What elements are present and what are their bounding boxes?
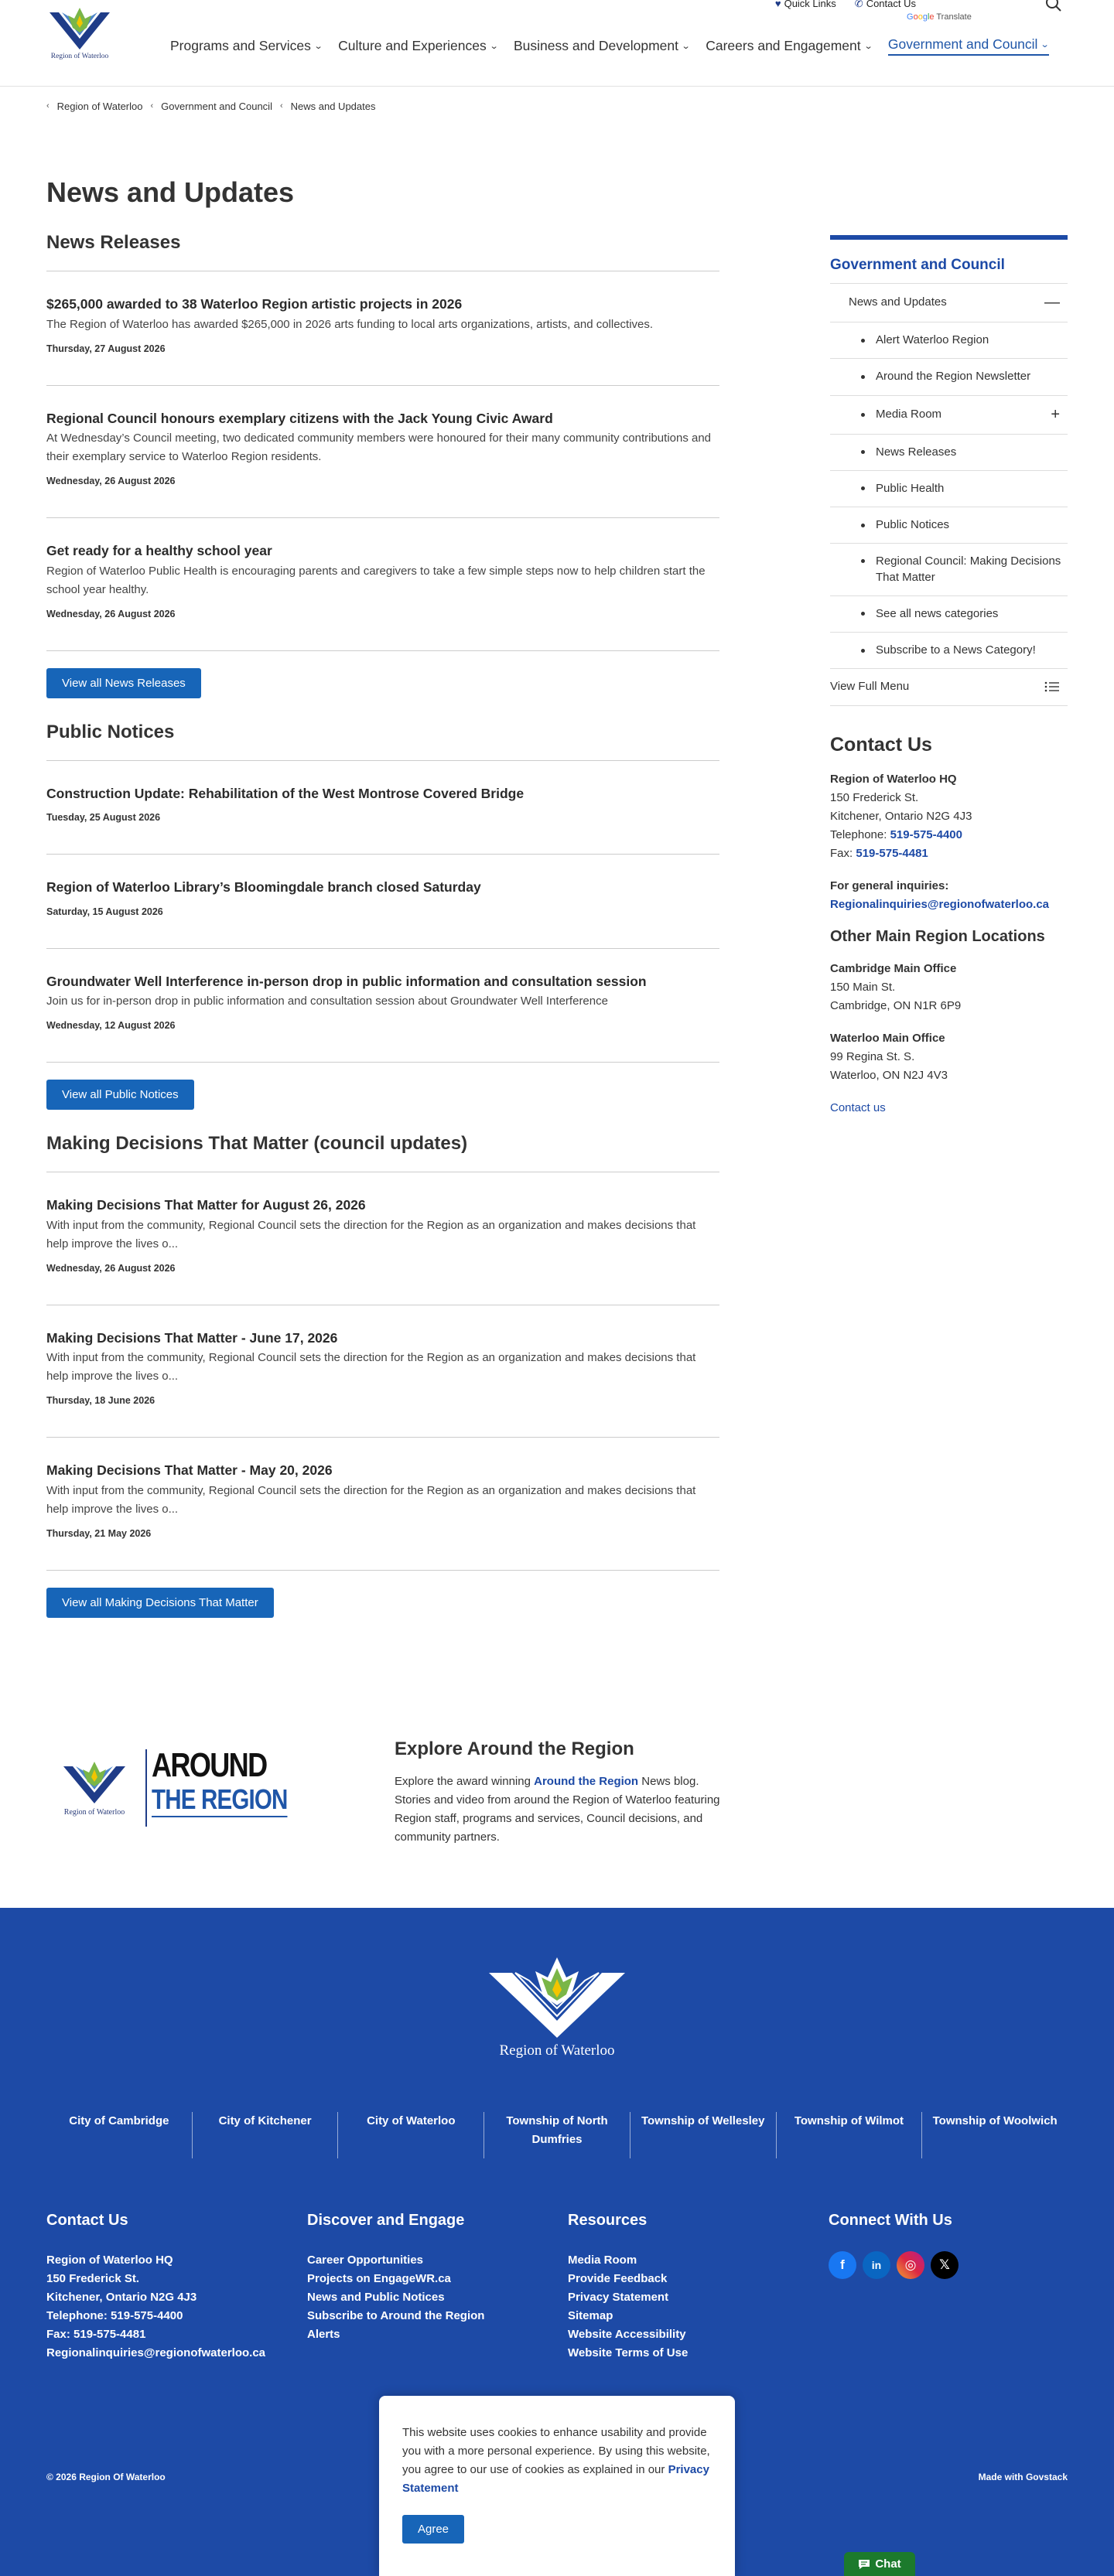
nav-programs-services[interactable] xyxy=(170,36,322,56)
footer-col-title: Connect With Us xyxy=(829,2212,952,2229)
notice-item-date: Saturday, 15 August 2026 xyxy=(46,906,163,917)
google-wordmark xyxy=(907,12,935,22)
waterloo-office-name: Waterloo Main Office xyxy=(830,1031,945,1045)
chevron-down-icon: ⌄ xyxy=(863,42,873,51)
telephone-label: Telephone: xyxy=(830,827,887,841)
footer-columns xyxy=(46,2212,1068,2363)
main-nav xyxy=(170,36,1049,56)
sidebar-item-all-categories[interactable] xyxy=(830,595,1068,632)
sidebar-item-regional-council[interactable] xyxy=(830,543,1068,595)
bullet-icon xyxy=(861,375,865,379)
footer-link[interactable]: Media Room xyxy=(568,2254,637,2267)
footer-contact-line: Region of Waterloo HQ xyxy=(46,2254,173,2267)
region-logo[interactable] xyxy=(46,5,113,60)
sidebar-heading[interactable]: Government and Council xyxy=(830,235,1068,283)
cookie-text xyxy=(402,2424,712,2498)
news-item xyxy=(46,518,719,651)
notice-item-title[interactable]: Region of Waterloo Library’s Bloomingdale branch closed Saturday xyxy=(46,879,481,895)
decision-item xyxy=(46,1172,719,1305)
notice-item-title[interactable]: Groundwater Well Interference in-person drop in public information and consultation session xyxy=(46,973,647,989)
decision-item-title[interactable]: Making Decisions That Matter - June 17, 2026 xyxy=(46,1329,338,1346)
footer-link[interactable]: News and Public Notices xyxy=(307,2291,445,2304)
cambridge-office-city: Cambridge, ON N1R 6P9 xyxy=(830,998,962,1012)
muni-link-waterloo[interactable]: City of Waterloo xyxy=(337,2112,484,2158)
chevron-left-icon: ‹ xyxy=(150,101,154,111)
sidebar-item-label: Alert Waterloo Region xyxy=(876,333,989,346)
google-letter: G xyxy=(907,12,914,22)
footer-link[interactable]: Sitemap xyxy=(568,2309,613,2322)
decision-item-date: Thursday, 21 May 2026 xyxy=(46,1527,152,1539)
cookie-message: This website uses cookies to enhance usability and provide you with a more personal experience. By using this website, you agree to our use of cookies as explained in our xyxy=(402,2426,710,2476)
google-letter: l xyxy=(927,12,930,22)
bullet-icon xyxy=(861,559,865,563)
public-notices-section xyxy=(46,722,719,1134)
general-inquiries-label: For general inquiries: xyxy=(830,879,949,892)
cambridge-office-street: 150 Main St. xyxy=(830,980,896,994)
notice-item xyxy=(46,855,719,949)
sidebar-item-label: Public Notices xyxy=(876,518,950,531)
footer-link[interactable]: Website Terms of Use xyxy=(568,2346,689,2359)
cookie-banner xyxy=(379,2396,735,2576)
breadcrumb-news-updates[interactable]: News and Updates xyxy=(290,101,376,112)
footer-connect xyxy=(829,2212,1061,2363)
breadcrumb-home[interactable]: Region of Waterloo xyxy=(56,101,143,112)
nav-government-council[interactable] xyxy=(888,36,1049,56)
chat-label: Chat xyxy=(875,2557,901,2571)
nav-label: Careers and Engagement xyxy=(706,38,861,53)
sidebar-contact xyxy=(830,734,1068,1117)
municipality-links xyxy=(46,2112,1068,2158)
agree-button[interactable]: Agree xyxy=(402,2515,464,2544)
waterloo-office-street: 99 Regina St. S. xyxy=(830,1049,915,1063)
sidebar-item-label: Subscribe to a News Category! xyxy=(876,643,1036,657)
fax-link[interactable]: 519-575-4481 xyxy=(856,846,928,860)
view-all-public-notices-button[interactable]: View all Public Notices xyxy=(46,1080,194,1110)
footer-email-link[interactable]: Regionalinquiries@regionofwaterloo.ca xyxy=(46,2346,266,2359)
chevron-left-icon: ‹ xyxy=(279,101,283,111)
atr-text-after: News blog. Stories and video from around the Region of Waterloo featuring Region staff, programs and services, Council decisions, and community partners. xyxy=(395,1775,720,1844)
chevron-down-icon: ⌄ xyxy=(489,42,499,51)
notice-item xyxy=(46,949,719,1063)
heart-icon: ♥ xyxy=(774,0,781,9)
atr-description xyxy=(395,1772,727,1847)
google-letter: o xyxy=(918,12,923,22)
bullet-icon xyxy=(861,649,865,653)
footer-link[interactable]: Subscribe to Around the Region xyxy=(307,2309,485,2322)
news-item-summary: Region of Waterloo Public Health is encouraging parents and caregivers to take a few simple steps now to help children start the school year healthy. xyxy=(46,564,706,596)
atr-logo-caption: Region of Waterloo xyxy=(63,1808,125,1817)
nav-careers-engagement[interactable] xyxy=(706,36,872,56)
footer-logo-caption: Region of Waterloo xyxy=(499,2042,615,2059)
muni-link-wilmot[interactable]: Township of Wilmot xyxy=(776,2112,922,2158)
view-full-menu-label: View Full Menu xyxy=(830,680,910,694)
news-item-date: Wednesday, 26 August 2026 xyxy=(46,476,176,486)
sidebar-item-subscribe[interactable] xyxy=(830,632,1068,668)
notice-item-title[interactable]: Construction Update: Rehabilitation of the West Montrose Covered Bridge xyxy=(46,785,525,801)
site-header xyxy=(0,0,1114,87)
nav-culture-experiences[interactable] xyxy=(338,36,497,56)
decision-item-date: Wednesday, 26 August 2026 xyxy=(46,1262,176,1274)
bullet-icon xyxy=(861,339,865,343)
sidebar-item-label: See all news categories xyxy=(876,606,999,620)
footer-link[interactable]: Privacy Statement xyxy=(568,2291,669,2304)
footer-resources xyxy=(568,2212,829,2363)
decision-item-title[interactable]: Making Decisions That Matter - May 20, 2026 xyxy=(46,1462,333,1478)
bullet-icon xyxy=(861,486,865,490)
contact-fax-row xyxy=(830,844,1068,863)
around-the-region-logo[interactable] xyxy=(54,1746,288,1831)
notice-item-summary: Join us for in-person drop in public information and consultation session about Groundwater Well Interference xyxy=(46,995,608,1008)
nav-label: Business and Development xyxy=(513,38,679,53)
footer-col-title: Contact Us xyxy=(46,2212,128,2229)
phone-icon: ✆ xyxy=(854,0,863,9)
contact-street: 150 Frederick St. xyxy=(830,790,919,804)
contact-us-link[interactable] xyxy=(855,0,916,10)
footer-link[interactable]: Provide Feedback xyxy=(568,2272,668,2285)
region-logo-mark xyxy=(46,5,113,51)
social-links xyxy=(829,2251,1061,2279)
breadcrumb xyxy=(46,101,375,112)
footer-telephone-link[interactable]: Telephone: 519-575-4400 xyxy=(46,2309,183,2322)
notice-item xyxy=(46,761,719,855)
google-letter: g xyxy=(922,12,928,22)
footer-discover xyxy=(307,2212,568,2363)
nav-label: Programs and Services xyxy=(170,38,311,53)
decision-item xyxy=(46,1438,719,1571)
email-link[interactable]: Regionalinquiries@regionofwaterloo.ca xyxy=(830,897,1050,911)
linkedin-icon[interactable]: in xyxy=(863,2251,890,2279)
around-the-region-link[interactable]: Around the Region xyxy=(534,1775,639,1788)
footer-contact-line: 150 Frederick St. xyxy=(46,2272,140,2285)
muni-link-kitchener[interactable]: City of Kitchener xyxy=(192,2112,338,2158)
contact-hq: Region of Waterloo HQ xyxy=(830,772,957,786)
atr-text-before: Explore the award winning xyxy=(395,1775,531,1788)
sidebar-item-label: News Releases xyxy=(876,445,957,459)
collapse-icon[interactable]: — xyxy=(1044,294,1060,311)
contact-city: Kitchener, Ontario N2G 4J3 xyxy=(830,809,972,823)
chevron-down-icon: ⌄ xyxy=(681,42,691,51)
footer-col-title: Resources xyxy=(568,2212,648,2229)
sidebar-item-label: News and Updates xyxy=(849,295,947,309)
contact-us-link[interactable]: Contact us xyxy=(830,1100,886,1114)
sidebar-item-label: Media Room xyxy=(876,407,942,421)
decision-item xyxy=(46,1305,719,1438)
view-all-news-releases-button[interactable]: View all News Releases xyxy=(46,668,201,698)
sidebar-item-label: Around the Region Newsletter xyxy=(876,370,1031,384)
sidebar-item-label: Regional Council: Making Decisions That Matter xyxy=(876,554,1061,584)
atr-logo-word-around: AROUND xyxy=(152,1746,267,1784)
muni-link-wellesley[interactable]: Township of Wellesley xyxy=(630,2112,776,2158)
sidebar-item-public-health[interactable] xyxy=(830,470,1068,507)
x-icon[interactable]: 𝕏 xyxy=(931,2251,959,2279)
google-letter: e xyxy=(929,12,935,22)
news-item xyxy=(46,271,719,386)
footer-link[interactable]: Projects on EngageWR.ca xyxy=(307,2272,451,2285)
quick-links-link[interactable] xyxy=(775,0,836,10)
chevron-down-icon: ⌄ xyxy=(313,42,323,51)
list-icon xyxy=(1044,681,1060,693)
fax-label: Fax: xyxy=(830,846,853,860)
spacer xyxy=(830,1015,1068,1029)
sidebar xyxy=(830,235,1068,1117)
muni-link-north-dumfries[interactable]: Township of North Dumfries xyxy=(484,2112,630,2158)
waterloo-office-city: Waterloo, ON N2J 4V3 xyxy=(830,1068,948,1082)
chat-icon xyxy=(858,2559,870,2570)
atr-logo-word-region: THE REGION xyxy=(152,1783,287,1817)
news-item-title[interactable]: $265,000 awarded to 38 Waterloo Region artistic projects in 2026 xyxy=(46,296,463,312)
sidebar-item-public-notices[interactable] xyxy=(830,507,1068,543)
instagram-icon[interactable]: ◎ xyxy=(897,2251,924,2279)
footer-link[interactable]: Website Accessibility xyxy=(568,2328,686,2341)
sidebar-item-news-releases[interactable] xyxy=(830,434,1068,470)
decision-item-summary: With input from the community, Regional Council sets the direction for the Region as an organization and makes decisions that help improve the lives o... xyxy=(46,1218,696,1250)
decision-item-date: Thursday, 18 June 2026 xyxy=(46,1395,155,1406)
bullet-icon xyxy=(861,524,865,527)
news-releases-section xyxy=(46,232,719,722)
decision-item-summary: With input from the community, Regional Council sets the direction for the Region as an organization and makes decisions that help improve the lives o... xyxy=(46,1483,696,1516)
expand-icon[interactable]: + xyxy=(1051,405,1060,423)
utility-links xyxy=(775,0,916,10)
around-the-region-promo xyxy=(46,1738,1068,1870)
bullet-icon xyxy=(861,612,865,616)
sidebar-item-alert-waterloo[interactable] xyxy=(830,322,1068,358)
other-locations-title: Other Main Region Locations xyxy=(830,927,1045,945)
sidebar-item-newsletter[interactable] xyxy=(830,358,1068,394)
around-the-region-text xyxy=(395,1738,727,1847)
muni-link-cambridge[interactable]: City of Cambridge xyxy=(69,2114,169,2127)
news-item-title[interactable]: Get ready for a healthy school year xyxy=(46,543,272,558)
atr-title: Explore Around the Region xyxy=(395,1738,634,1759)
copyright: © 2026 Region Of Waterloo xyxy=(46,2472,166,2482)
footer-logo[interactable] xyxy=(486,1954,628,2059)
cambridge-office-name: Cambridge Main Office xyxy=(830,961,957,975)
footer-link[interactable]: Career Opportunities xyxy=(307,2254,424,2267)
news-item-date: Thursday, 27 August 2026 xyxy=(46,343,166,354)
notice-item-date: Wednesday, 12 August 2026 xyxy=(46,1020,176,1031)
notice-item-date: Tuesday, 25 August 2026 xyxy=(46,812,161,823)
decision-item-title[interactable]: Making Decisions That Matter for August 26, 2026 xyxy=(46,1197,366,1213)
privacy-statement-link[interactable]: Privacy Statement xyxy=(402,2463,709,2495)
news-item xyxy=(46,386,719,519)
section-title: Public Notices xyxy=(46,722,719,761)
chevron-down-icon: ⌄ xyxy=(1041,40,1051,49)
contact-telephone-row xyxy=(830,826,1068,844)
footer-contact-line: Kitchener, Ontario N2G 4J3 xyxy=(46,2291,197,2304)
page-title: News and Updates xyxy=(46,176,295,208)
footer-link[interactable]: Alerts xyxy=(307,2328,340,2341)
news-item-summary: At Wednesday’s Council meeting, two dedicated community members were honoured for their many community contributions and their exemplary service to Waterloo Region residents. xyxy=(46,432,712,463)
sidebar-item-media-room[interactable] xyxy=(830,395,1068,434)
decision-item-summary: With input from the community, Regional Council sets the direction for the Region as an organization and makes decisions that help improve the lives o... xyxy=(46,1351,696,1383)
footer-contact-line: Fax: 519-575-4481 xyxy=(46,2328,146,2341)
chevron-left-icon: ‹ xyxy=(46,101,50,111)
bullet-icon xyxy=(861,450,865,454)
contact-us-label: Contact Us xyxy=(866,0,916,9)
quick-links-label: Quick Links xyxy=(784,0,836,9)
news-item-title[interactable]: Regional Council honours exemplary citizens with the Jack Young Civic Award xyxy=(46,410,553,426)
bullet-icon xyxy=(861,413,865,417)
nav-label: Culture and Experiences xyxy=(338,38,487,53)
sidebar-item-news-updates[interactable] xyxy=(830,283,1068,322)
chat-button[interactable] xyxy=(844,2552,915,2576)
breadcrumb-government-council[interactable]: Government and Council xyxy=(161,101,272,112)
decisions-section xyxy=(46,1133,719,1641)
main-content xyxy=(46,176,719,1641)
nav-label: Government and Council xyxy=(887,36,1038,52)
footer-col-title: Discover and Engage xyxy=(307,2212,465,2229)
sidebar-item-label: Public Health xyxy=(876,481,945,495)
section-title: News Releases xyxy=(46,232,719,271)
view-all-decisions-button[interactable]: View all Making Decisions That Matter xyxy=(46,1588,274,1618)
news-item-summary: The Region of Waterloo has awarded $265,000 in 2026 arts funding to local arts organizations, artists, and collectives. xyxy=(46,317,654,331)
section-title: Making Decisions That Matter (council updates) xyxy=(46,1133,719,1172)
google-translate[interactable] xyxy=(907,12,972,22)
google-letter: o xyxy=(913,12,918,22)
footer-logo-mark xyxy=(486,1954,628,2039)
telephone-link[interactable]: 519-575-4400 xyxy=(890,827,962,841)
contact-title: Contact Us xyxy=(830,733,932,756)
footer-contact xyxy=(46,2212,307,2363)
facebook-icon[interactable]: f xyxy=(829,2251,856,2279)
search-icon[interactable] xyxy=(1045,0,1062,12)
translate-label: Translate xyxy=(936,12,972,22)
view-full-menu-button[interactable] xyxy=(830,668,1068,705)
made-with-govstack-link[interactable]: Made with Govstack xyxy=(978,2472,1068,2482)
spacer xyxy=(830,1085,1068,1099)
muni-link-woolwich[interactable]: Township of Woolwich xyxy=(921,2112,1068,2158)
news-item-date: Wednesday, 26 August 2026 xyxy=(46,608,176,619)
nav-business-development[interactable] xyxy=(514,36,689,56)
logo-caption: Region of Waterloo xyxy=(50,53,109,60)
spacer xyxy=(830,863,1068,877)
